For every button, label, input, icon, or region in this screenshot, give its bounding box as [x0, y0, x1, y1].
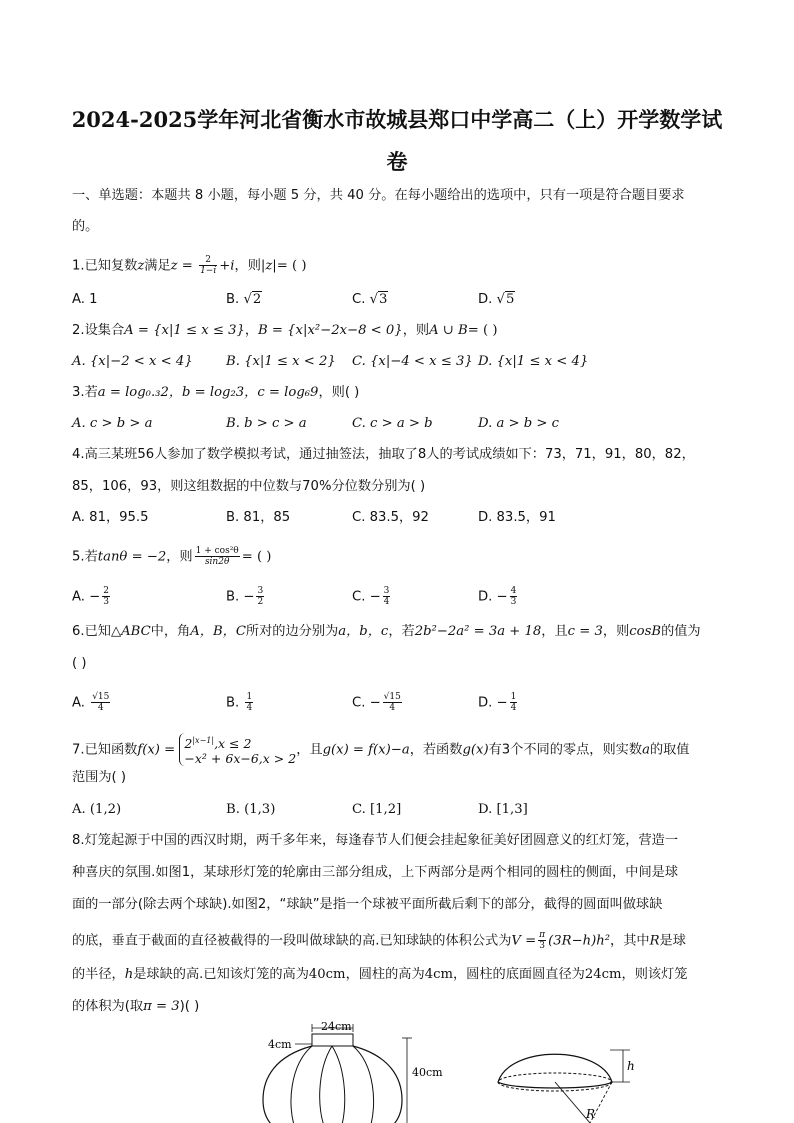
q6-option-d-den: 4	[510, 703, 517, 713]
q1-frac-num: 2	[199, 255, 217, 266]
q5-option-d-num: 4	[510, 586, 517, 596]
q5-mid: ，则	[166, 549, 193, 565]
q1-abs: |z|	[260, 258, 277, 274]
q3-option-a[interactable]: A. c > b > a	[72, 416, 153, 431]
q6-condition-2: c = 3	[567, 624, 603, 639]
q1-option-b-label: B.	[226, 292, 244, 307]
q5-option-b-label: B. −	[226, 589, 255, 605]
q5-option-c-frac	[383, 586, 391, 607]
q8-line5-e: ，则该灯笼	[621, 967, 688, 982]
q7-fx: f(x) =	[137, 742, 176, 758]
q7-case-1-cond: ,x ≤ 2	[214, 736, 252, 752]
q7-mid2: ，若函数	[409, 742, 463, 758]
page-title-continued: 卷	[386, 149, 408, 174]
q1-option-d-label: D.	[478, 292, 497, 307]
question-7	[72, 733, 690, 766]
q1-tail: ，则	[234, 258, 261, 274]
lantern-rib-3	[332, 1046, 345, 1123]
q5-option-a-num: 2	[103, 586, 109, 596]
q1-option-b[interactable]	[226, 291, 262, 309]
q6-triangle: △ABC	[110, 624, 151, 639]
q8-line5-c: ，圆柱的高为	[345, 967, 425, 982]
q5-option-b[interactable]	[226, 586, 266, 607]
q1-prefix: 1.已知复数	[72, 258, 138, 274]
q4-option-c[interactable]: C. 83.5，92	[352, 510, 429, 525]
q6-option-b-frac	[245, 692, 253, 713]
q6-option-c-den: 4	[389, 703, 396, 713]
section-instructions-end: 的。	[72, 219, 99, 234]
question-2: 2.设集合A = {x|1 ≤ x ≤ 3}，B = {x|x²−2x−8 < 0}，则A ∪ B= ( )	[72, 323, 498, 338]
q5-option-a[interactable]	[72, 586, 112, 607]
q2-union: A ∪ B	[429, 323, 468, 338]
q1-option-c[interactable]	[352, 291, 388, 309]
question-5	[72, 546, 271, 567]
q1-end: = ( )	[276, 258, 307, 274]
q4-option-d[interactable]: D. 83.5，91	[478, 510, 556, 525]
q7-mid3: 有3个不同的零点，则实数	[488, 742, 643, 758]
q6-option-b-label: B.	[226, 695, 244, 711]
q3-option-b[interactable]: B. b > c > a	[226, 416, 307, 431]
q6-option-a-frac	[91, 692, 110, 713]
q7-option-a[interactable]: A. (1,2)	[72, 802, 122, 817]
q7-piecewise	[179, 733, 296, 766]
q5-frac-den: sin2θ	[204, 557, 230, 567]
top-cylinder	[312, 1034, 353, 1046]
q1-option-d-sqrt: √5	[496, 292, 515, 307]
q5-option-b-num: 3	[257, 586, 264, 596]
q6-prefix: 6.已知	[72, 624, 111, 639]
q3-expr: a = log₀.₃2，b = log₂3，c = log₆9	[97, 385, 319, 400]
q3-tail: ，则( )	[318, 385, 360, 400]
q7-gx2: g(x)	[462, 742, 489, 758]
q7-case-1	[184, 733, 296, 751]
q2-tail-pre: ，则	[402, 323, 430, 338]
cap-dome	[498, 1054, 612, 1082]
q4-option-a[interactable]: A. 81，95.5	[72, 510, 149, 525]
q7-prefix: 7.已知函数	[72, 742, 138, 758]
q8-cylinder-diameter: 24cm	[584, 967, 622, 982]
q2-prefix: 2.设集合	[72, 323, 125, 338]
q8-height-value: 40cm	[308, 967, 346, 982]
q3-option-c[interactable]: C. c > a > b	[352, 416, 433, 431]
q8-volume-var: V =	[511, 933, 537, 949]
q7-mid: ，且	[296, 742, 323, 758]
q5-option-d-den: 3	[510, 597, 517, 607]
q1-mid: 满足	[144, 258, 171, 274]
q8-line5-d: ，圆柱的底面圆直径为	[452, 967, 585, 982]
diameter-label: 24cm	[321, 1020, 352, 1033]
question-4: 4.高三某班56人参加了数学模拟考试，通过抽签法，抽取了8人的考试成绩如下：73，71，91，80，82，	[72, 447, 695, 462]
q8-r-var: R	[649, 933, 660, 949]
q6-option-b-num: 1	[246, 692, 253, 702]
height-label: 40cm	[412, 1066, 443, 1079]
q6-mid3: ，若	[388, 624, 415, 639]
q7-option-d[interactable]: D. [1,3]	[478, 802, 528, 817]
q5-option-d-label: D. −	[478, 589, 508, 605]
q2-end: = ( )	[467, 323, 498, 338]
q5-option-d-frac	[510, 586, 518, 607]
section-instructions: 一、单选题：本题共 8 小题，每小题 5 分，共 40 分。在每小题给出的选项中，只有一项是符合题目要求	[72, 188, 685, 203]
lantern-body-outline	[263, 1046, 402, 1123]
question-8-line-4	[72, 930, 686, 951]
q5-option-b-frac	[256, 586, 264, 607]
lantern-rib-1	[291, 1046, 312, 1123]
q5-option-c-label: C. −	[352, 589, 381, 605]
q6-option-c-label: C. −	[352, 695, 381, 711]
question-6-continued: ( )	[72, 656, 87, 671]
q1-option-b-radicand: 2	[252, 292, 262, 307]
q1-var: z	[137, 258, 145, 274]
q6-option-d-label: D. −	[478, 695, 508, 711]
q8-line5-a: 的半径，	[72, 967, 125, 982]
q6-end: 的值为	[661, 624, 701, 639]
q5-option-a-frac	[102, 586, 110, 607]
q7-case-1-base: 2	[184, 736, 193, 752]
q6-option-b-den: 4	[246, 703, 253, 713]
question-8-line-2: 种喜庆的氛围.如图1，某球形灯笼的轮廓由三部分组成，上下两部分是两个相同的圆柱的侧面，中间是球	[72, 865, 679, 880]
h-label: h	[627, 1059, 635, 1073]
q5-option-c[interactable]	[352, 586, 392, 607]
q3-prefix: 3.若	[72, 385, 98, 400]
q2-set-a: A = {x|1 ≤ x ≤ 3}	[124, 323, 245, 338]
q7-gx: g(x) = f(x)−a	[322, 742, 410, 758]
q1-option-d-radicand: 5	[505, 292, 515, 307]
q2-option-b[interactable]: B. {x|1 ≤ x < 2}	[226, 354, 336, 369]
q8-line4-d: 是球	[659, 933, 686, 949]
q6-option-a-label: A.	[72, 695, 90, 711]
q1-option-c-sqrt: √3	[369, 292, 388, 307]
q5-frac-num: 1 + cos²θ	[195, 546, 239, 556]
q8-line4-c: ，其中	[610, 933, 650, 949]
q5-option-c-num: 3	[383, 586, 390, 596]
q7-case-2: −x² + 6x−6,x > 2	[184, 751, 297, 767]
q6-option-d-num: 1	[510, 692, 517, 702]
q1-frac-den: 1−i	[200, 266, 217, 276]
q6-option-a[interactable]	[72, 692, 112, 713]
lantern-figure	[255, 1020, 455, 1123]
q8-volume-formula: (3R−h)h²	[548, 933, 611, 949]
question-8-line-5	[72, 966, 687, 984]
r-label: R	[586, 1107, 596, 1121]
question-1	[72, 255, 306, 276]
q1-option-a[interactable]: A. 1	[72, 292, 98, 307]
q4-option-b[interactable]: B. 81，85	[226, 510, 291, 525]
cylinder-height-label: 4cm	[268, 1038, 292, 1051]
q6-option-d[interactable]	[478, 692, 519, 713]
q8-volume-frac-num: π	[539, 930, 546, 940]
lantern-rib-2	[320, 1046, 332, 1123]
q2-option-a[interactable]: A. {x|−2 < x < 4}	[72, 354, 193, 369]
q5-option-d[interactable]	[478, 586, 519, 607]
q6-option-d-frac	[510, 692, 518, 713]
q6-sides: a，b，c	[338, 624, 389, 639]
q8-volume-fraction	[538, 930, 546, 951]
question-3	[72, 384, 359, 402]
q8-pi-value: π = 3	[143, 999, 180, 1014]
q5-expr: tanθ = −2	[97, 549, 167, 565]
q5-option-c-den: 4	[383, 597, 390, 607]
q6-mid2: 所对的边分别为	[245, 624, 339, 639]
q5-end: = ( )	[241, 549, 272, 565]
q7-case-1-exp: |x−1|	[192, 736, 215, 745]
q1-eq: z =	[170, 258, 193, 274]
cap-base-front	[498, 1082, 612, 1088]
q8-line6-end: )( )	[179, 999, 200, 1014]
q2-option-d[interactable]: D. {x|1 ≤ x < 4}	[478, 354, 589, 369]
q7-option-b[interactable]: B. (1,3)	[226, 802, 276, 817]
q6-mid5: ，则	[602, 624, 630, 639]
q6-mid1: 中，角	[150, 624, 191, 639]
q5-option-b-den: 2	[257, 597, 264, 607]
q2-set-b: B = {x|x²−2x−8 < 0}	[258, 323, 403, 338]
q6-option-c-frac	[383, 692, 402, 713]
q6-angles: A，B，C	[190, 624, 246, 639]
q1-fraction	[199, 255, 217, 276]
q2-option-c[interactable]: C. {x|−4 < x ≤ 3}	[352, 354, 473, 369]
q6-option-a-den: 4	[97, 703, 104, 713]
q6-mid4: ，且	[541, 624, 568, 639]
question-8: 8.灯笼起源于中国的西汉时期，两千多年来，每逢春节人们便会挂起象征美好团圆意义的红灯笼，营造一	[72, 833, 679, 848]
q1-option-d[interactable]	[478, 291, 515, 309]
q8-volume-frac-den: 3	[539, 941, 545, 951]
q5-prefix: 5.若	[72, 549, 98, 565]
q6-option-b[interactable]	[226, 692, 255, 713]
question-6	[72, 623, 701, 641]
q1-option-b-sqrt: √2	[243, 292, 262, 307]
q8-line5-b: 是球缺的高.已知该灯笼的高为	[133, 967, 309, 982]
q5-option-a-label: A. −	[72, 589, 101, 605]
q1-after-frac: +i	[219, 258, 235, 274]
q6-option-c[interactable]	[352, 692, 404, 713]
q7-end: 的取值	[649, 742, 690, 758]
spherical-cap-figure	[490, 1040, 650, 1123]
q5-fraction	[195, 546, 240, 567]
question-8-line-6	[72, 998, 199, 1016]
page-title: 2024-2025学年河北省衡水市故城县郑口中学高二（上）开学数学试	[71, 107, 723, 132]
q5-option-a-den: 3	[103, 597, 109, 607]
q8-cylinder-height: 4cm	[424, 967, 453, 982]
q6-target: cosB	[629, 624, 662, 639]
q6-condition: 2b²−2a² = 3a + 18	[414, 624, 542, 639]
q1-option-c-radicand: 3	[379, 292, 388, 307]
question-8-line-3: 面的一部分(除去两个球缺).如图2，“球缺”是指一个球被平面所截后剩下的部分，截得的圆面叫做球缺	[72, 897, 663, 912]
lantern-rib-4	[353, 1046, 374, 1123]
q8-h-var: h	[124, 967, 134, 982]
q8-line4-a: 的底，垂直于截面的直径被截得的一段叫做球缺的高.已知球缺的体积公式为	[72, 933, 512, 949]
question-4-continued: 85，106，93，则这组数据的中位数与70%分位数分别为( )	[72, 479, 426, 494]
q6-option-a-num: √15	[92, 692, 110, 702]
q3-option-d[interactable]: D. a > b > c	[478, 416, 560, 431]
question-7-continued: 范围为( )	[72, 770, 127, 785]
q8-line6: 的体积为(取	[72, 999, 144, 1014]
q7-a: a	[642, 742, 650, 758]
q1-option-c-label: C.	[352, 292, 370, 307]
q6-option-c-num: √15	[383, 692, 401, 702]
q7-option-c[interactable]: C. [1,2]	[352, 802, 402, 817]
